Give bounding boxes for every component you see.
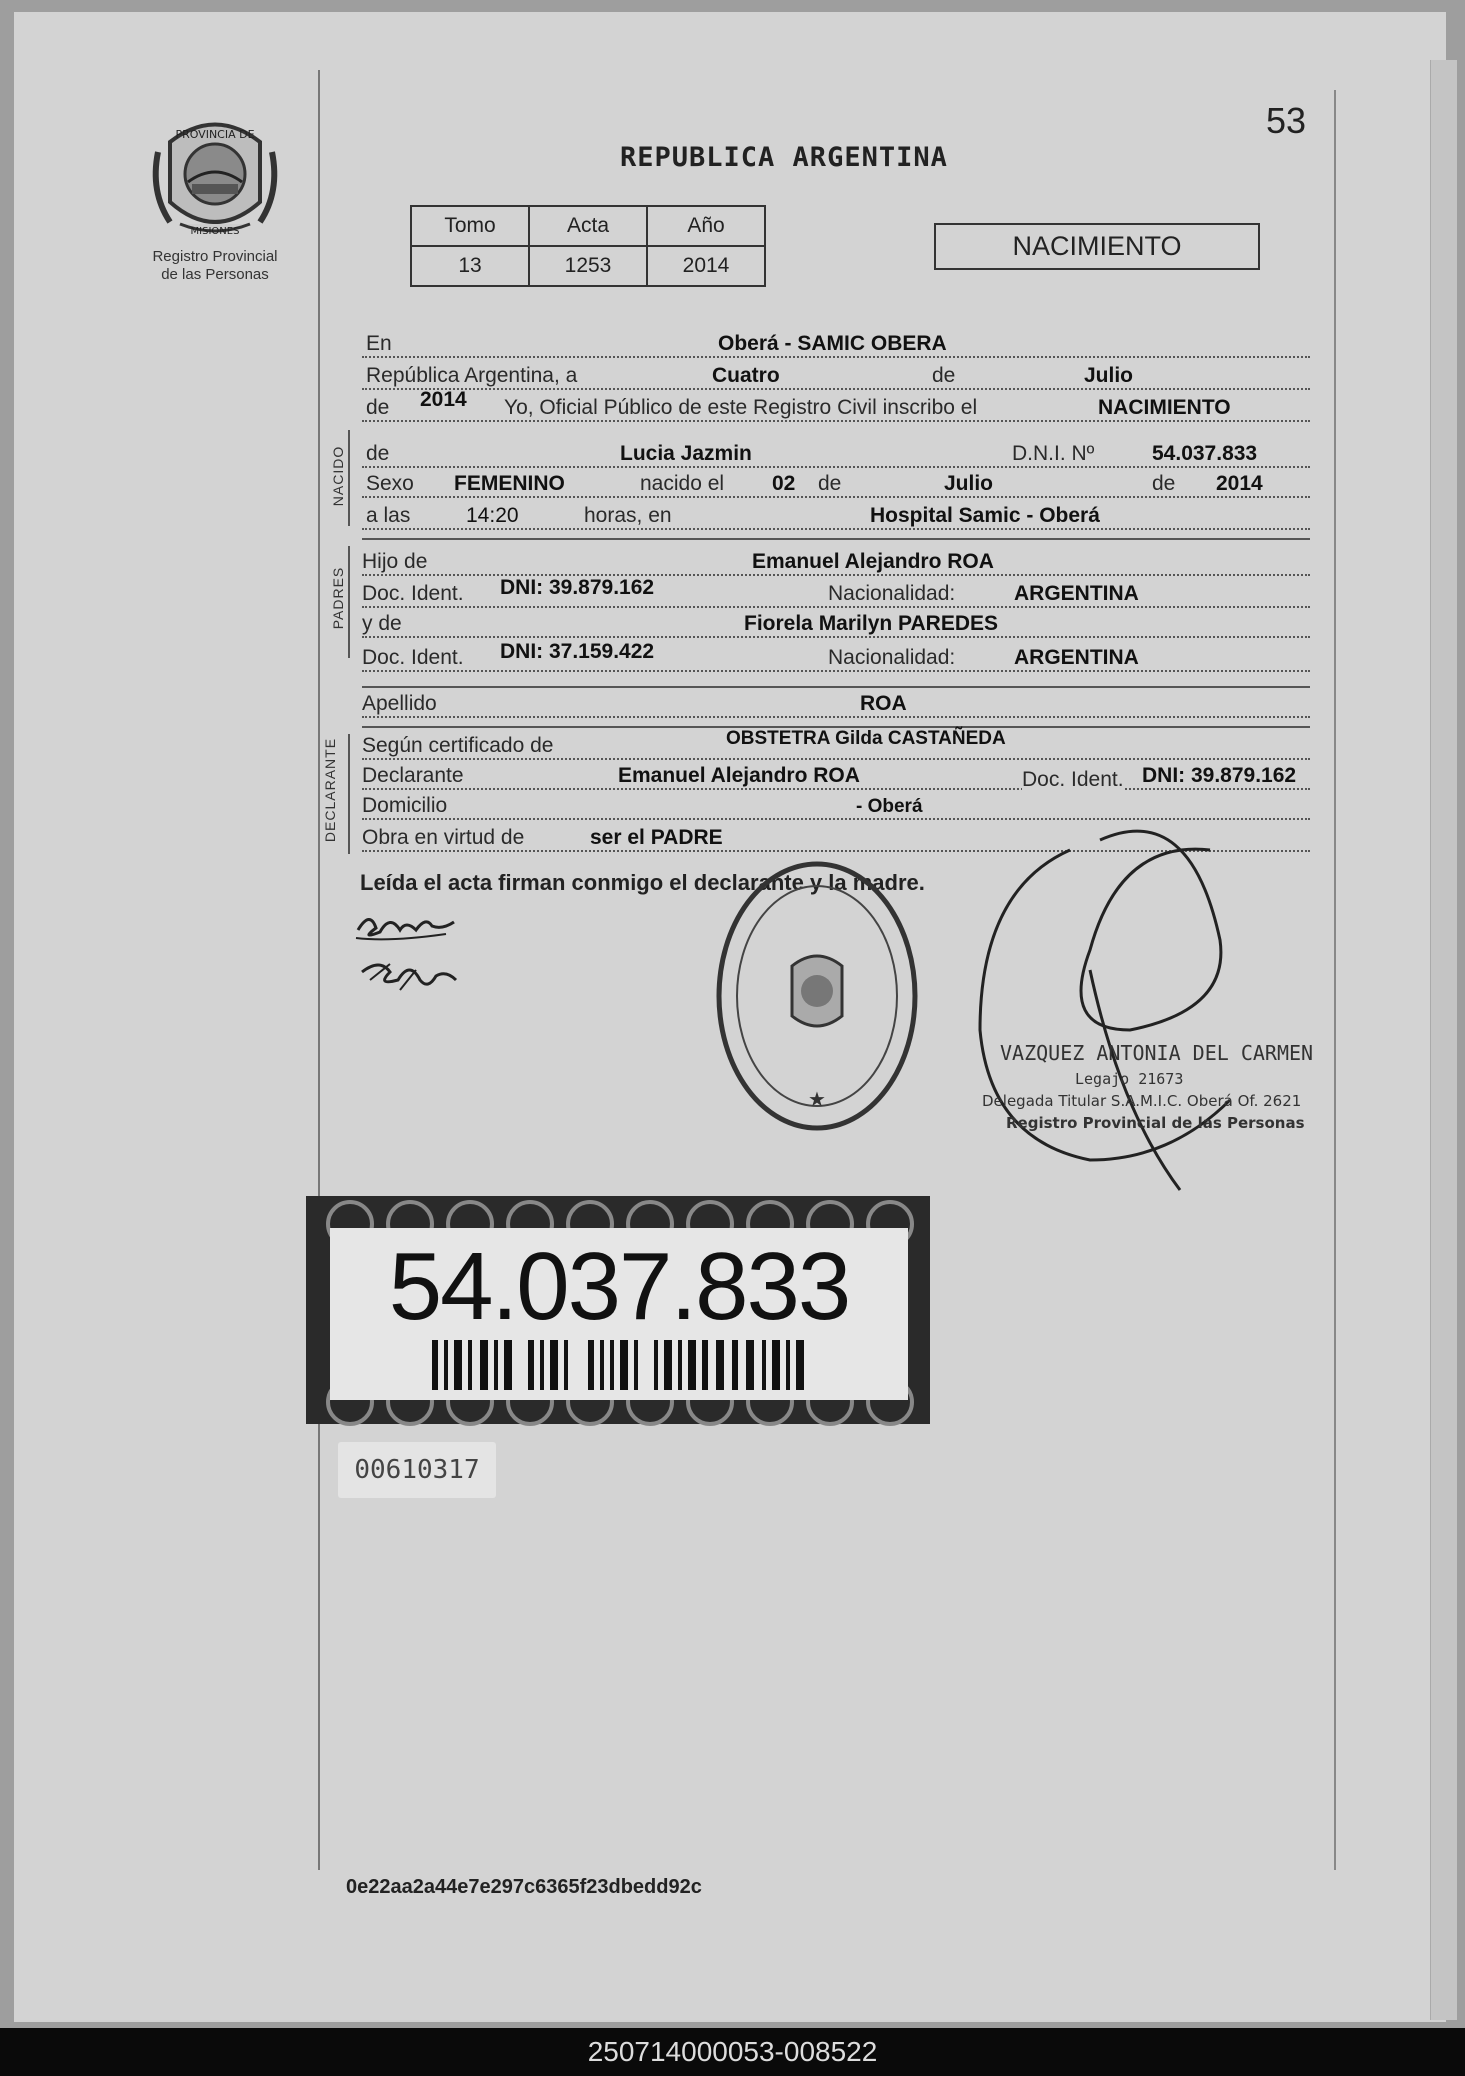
table-cell-anio: 2014 xyxy=(647,246,765,286)
line-mother: y de Fiorela Marilyn PAREDES xyxy=(362,610,1310,640)
control-number-stamp: 00610317 xyxy=(338,1442,496,1498)
month-value: Julio xyxy=(1084,364,1134,387)
father-nationality-value: ARGENTINA xyxy=(1014,582,1139,605)
line-name: de Lucia Jazmin D.N.I. Nº 54.037.833 xyxy=(362,440,1310,470)
section-label-nacido: NACIDO xyxy=(330,445,346,507)
id-number-card xyxy=(330,1228,908,1400)
signature-declarant xyxy=(350,900,460,1010)
birth-time-value: 14:20 xyxy=(466,504,519,527)
svg-text:Delegada Titular S.A.M.I.C. Ob: Delegada Titular S.A.M.I.C. Oberá Of. 2621 xyxy=(982,1092,1302,1110)
sex-value: FEMENINO xyxy=(454,472,565,495)
barcode-icon xyxy=(432,1340,806,1390)
sheet-edge xyxy=(1430,60,1457,2020)
svg-text:★: ★ xyxy=(808,1089,826,1111)
line-address: Domicilio - Oberá xyxy=(362,792,1310,822)
day-text-value: Cuatro xyxy=(712,364,780,387)
line-father-doc: Doc. Ident. DNI: 39.879.162 Nacionalidad: ARGENTINA xyxy=(362,580,1310,610)
mother-name-value: Fiorela Marilyn PAREDES xyxy=(744,612,999,635)
table-cell-acta: 1253 xyxy=(529,246,647,286)
line-mother-doc: Doc. Ident. DNI: 37.159.422 Nacionalidad: ARGENTINA xyxy=(362,644,1310,674)
document-title: REPUBLICA ARGENTINA xyxy=(620,142,948,173)
svg-text:Registro Provincial de las Per: Registro Provincial de las Personas xyxy=(1006,1114,1305,1132)
line-certificate: Según certificado de OBSTETRA Gilda CASTAÑEDA xyxy=(362,732,1310,762)
child-dni-value: 54.037.833 xyxy=(1152,442,1258,465)
right-margin-rule xyxy=(1334,90,1336,1870)
official-signature xyxy=(970,810,1314,1200)
table-header-anio: Año xyxy=(647,206,765,246)
page-number: 53 xyxy=(1266,100,1307,141)
line-statement: de 2014 Yo, Oficial Público de este Registro Civil inscribo el NACIMIENTO xyxy=(362,394,1310,424)
line-date: República Argentina, a Cuatro de Julio xyxy=(362,362,1310,392)
place-value: Oberá - SAMIC OBERA xyxy=(718,332,947,355)
closing-statement: Leída el acta firman conmigo el declarante y la madre. xyxy=(360,870,925,895)
birth-day-value: 02 xyxy=(772,472,796,495)
table-header-acta: Acta xyxy=(529,206,647,246)
table-header-row xyxy=(411,206,765,246)
line-father: Hijo de Emanuel Alejandro ROA xyxy=(362,548,1310,578)
table-row xyxy=(411,246,765,286)
coat-of-arms-icon xyxy=(150,112,280,242)
year-value: 2014 xyxy=(420,388,467,411)
line-time-place: a las 14:20 horas, en Hospital Samic - Oberá xyxy=(362,502,1310,532)
birth-month-value: Julio xyxy=(944,472,994,495)
section-label-padres: PADRES xyxy=(330,566,346,630)
table-header-tomo: Tomo xyxy=(411,206,529,246)
line-capacity: Obra en virtud de ser el PADRE xyxy=(362,824,1310,854)
capacity-value: ser el PADRE xyxy=(590,826,723,849)
section-label-declarante: DECLARANTE xyxy=(322,737,338,843)
svg-text:Legajo 21673: Legajo 21673 xyxy=(1075,1070,1184,1088)
table-cell-tomo: 13 xyxy=(411,246,529,286)
line-sex-birth: Sexo FEMENINO nacido el 02 de Julio de 2014 xyxy=(362,470,1310,500)
surname-value: ROA xyxy=(860,692,907,715)
svg-text:VAZQUEZ ANTONIA DEL CARMEN: VAZQUEZ ANTONIA DEL CARMEN xyxy=(1000,1041,1314,1065)
address-value: - Oberá xyxy=(856,796,923,817)
father-name-value: Emanuel Alejandro ROA xyxy=(752,550,994,573)
volume-record-table xyxy=(410,205,766,287)
footer-code-bar xyxy=(0,2028,1465,2076)
line-place: En Oberá - SAMIC OBERA xyxy=(362,330,1310,360)
footer-code: 250714000053-008522 xyxy=(587,2036,878,2067)
svg-text:PROVINCIA DE: PROVINCIA DE xyxy=(175,128,255,141)
line-surname: Apellido ROA xyxy=(362,690,1310,720)
inscription-value: NACIMIENTO xyxy=(1098,396,1231,419)
left-margin-rule xyxy=(318,70,320,1870)
birth-year-value: 2014 xyxy=(1216,472,1263,495)
father-doc-value: DNI: 39.879.162 xyxy=(500,576,655,599)
child-name-value: Lucia Jazmin xyxy=(620,442,752,465)
id-number: 54.037.833 xyxy=(388,1233,850,1340)
registry-label: Registro Provincial de las Personas xyxy=(152,248,278,283)
document-hash: 0e22aa2a44e7e297c6365f23dbedd92c xyxy=(346,1876,702,1898)
declarant-doc-value: DNI: 39.879.162 xyxy=(1142,764,1297,787)
record-type-box: NACIMIENTO xyxy=(934,223,1260,270)
line-declarant: Declarante Emanuel Alejandro ROA Doc. Ident. DNI: 39.879.162 xyxy=(362,762,1310,792)
round-seal-stamp xyxy=(712,856,922,1136)
certificate-value: OBSTETRA Gilda CASTAÑEDA xyxy=(726,728,1006,749)
mother-nationality-value: ARGENTINA xyxy=(1014,646,1139,669)
declarant-name-value: Emanuel Alejandro ROA xyxy=(618,764,860,787)
birth-place-value: Hospital Samic - Oberá xyxy=(870,504,1100,527)
svg-text:MISIONES: MISIONES xyxy=(190,226,240,237)
mother-doc-value: DNI: 37.159.422 xyxy=(500,640,655,663)
